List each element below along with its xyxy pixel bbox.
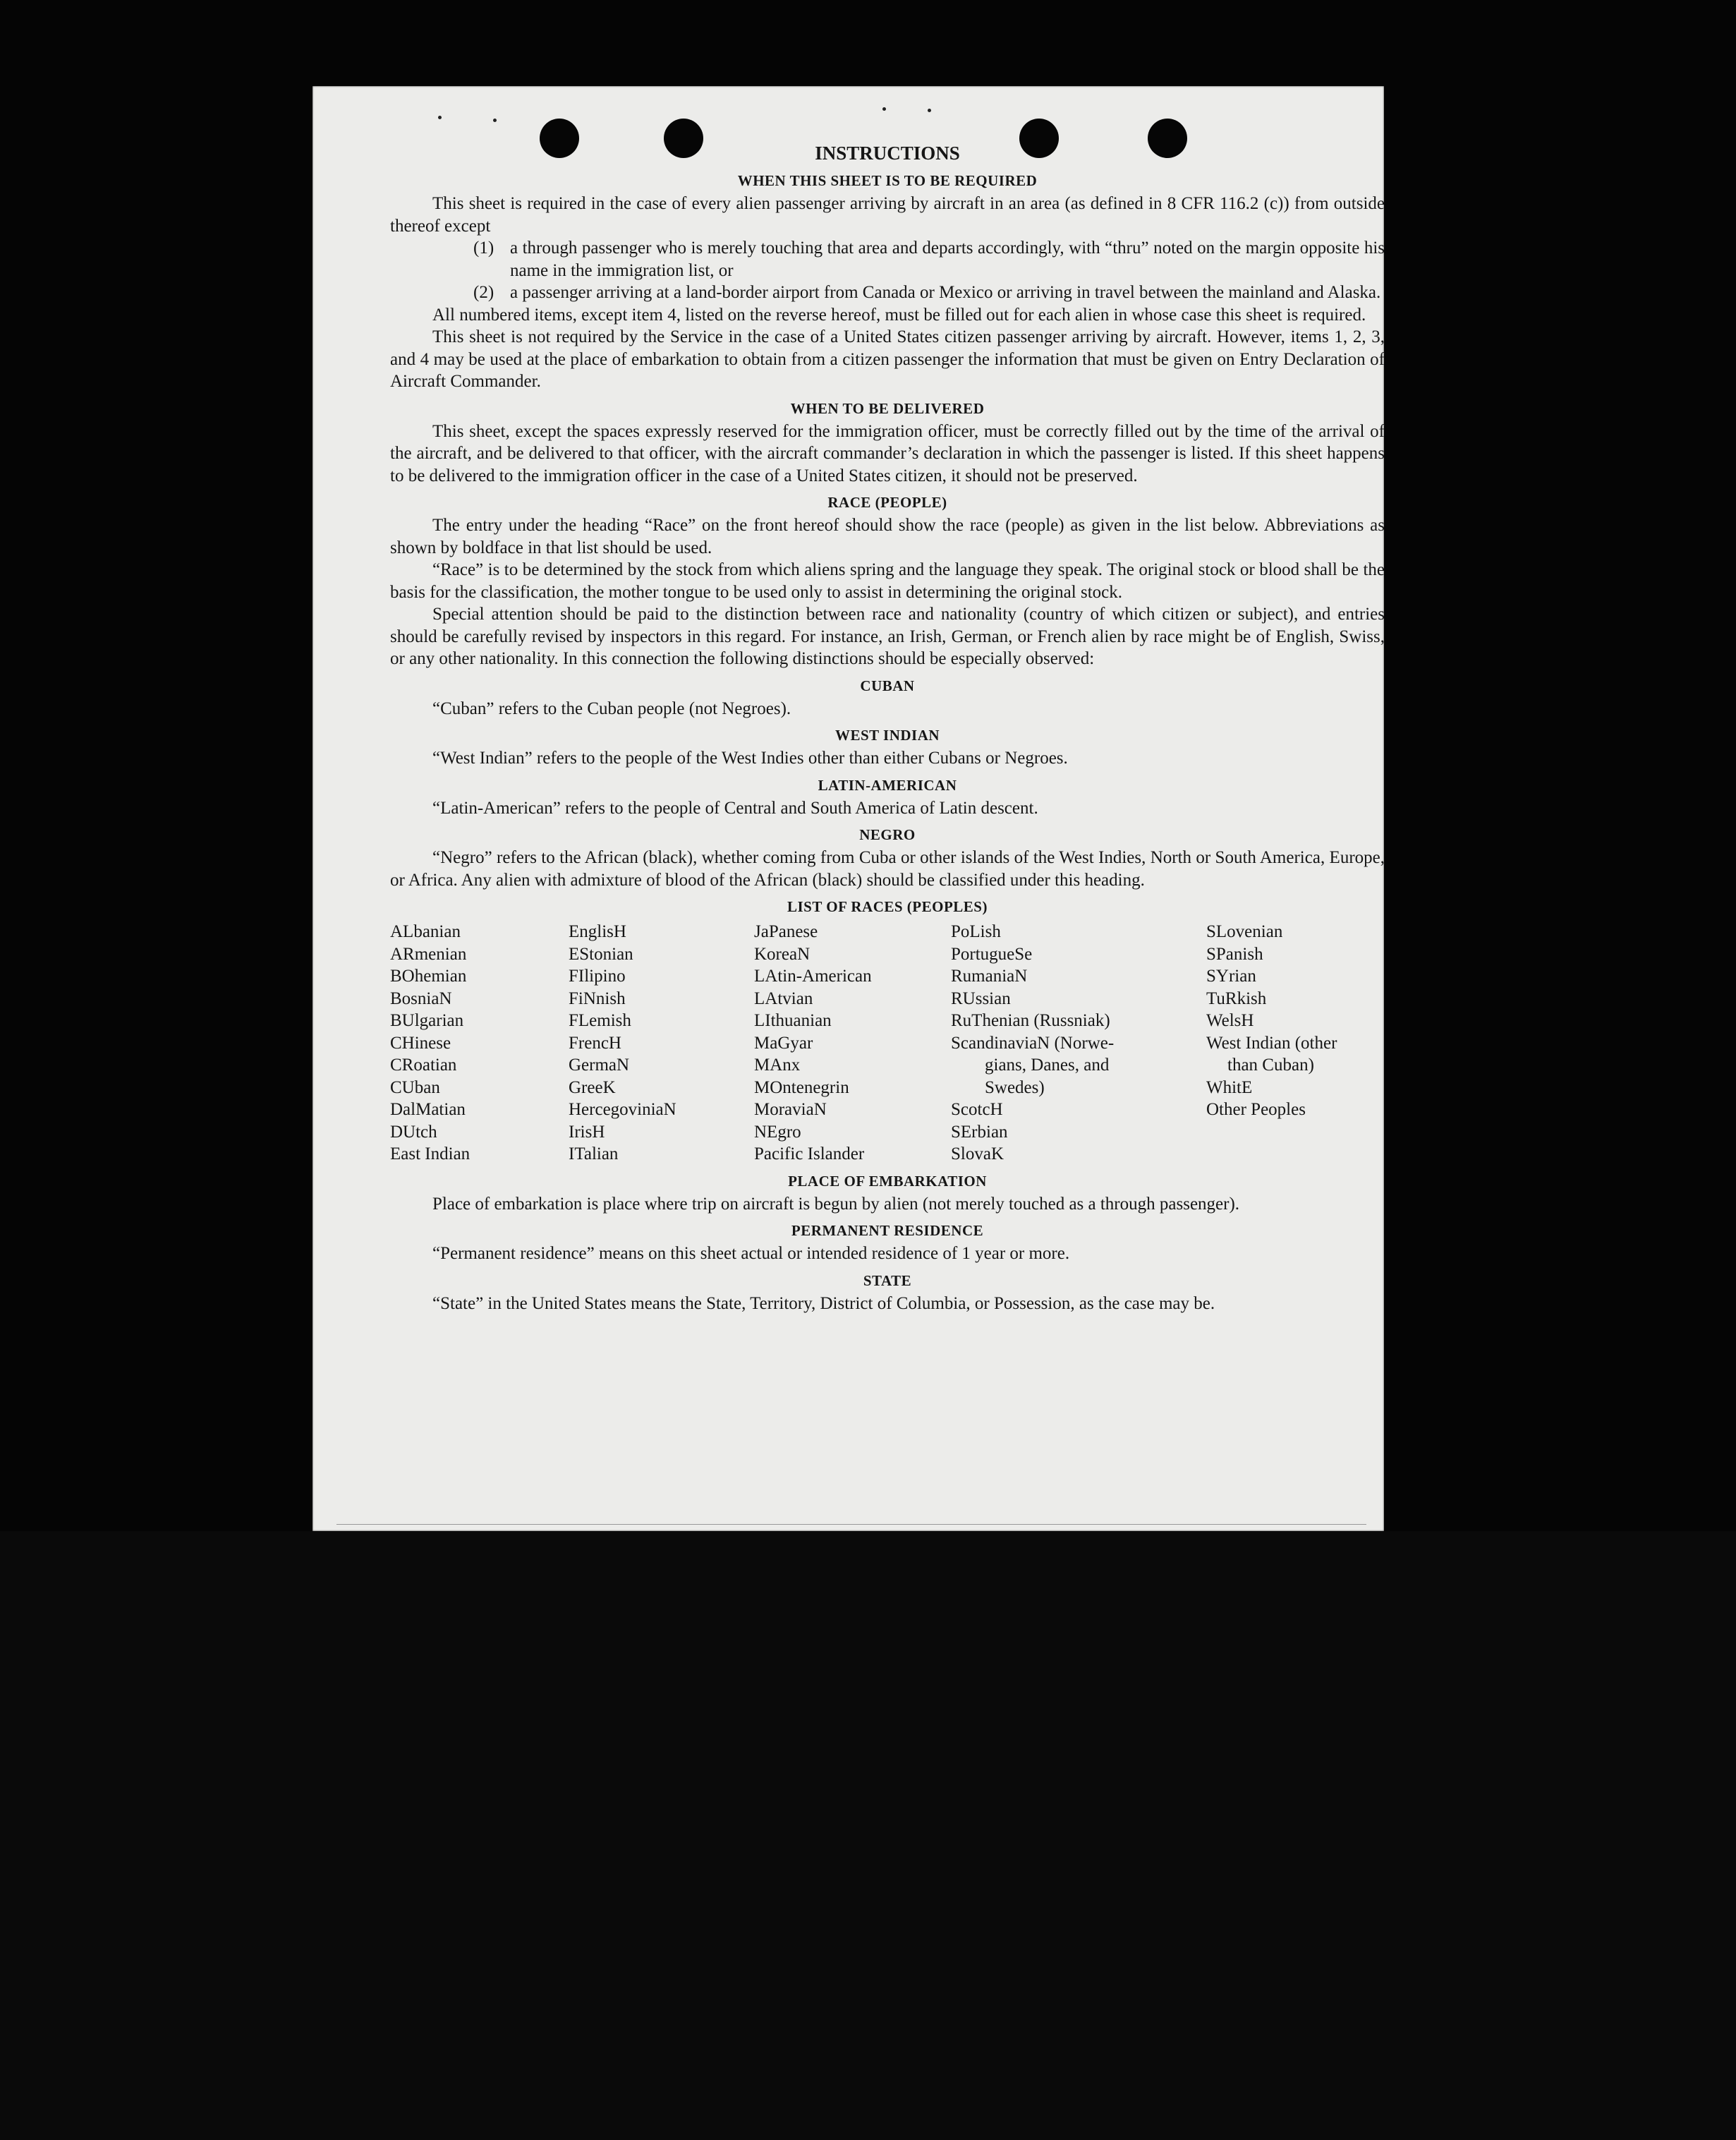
section-heading-race: RACE (PEOPLE) — [827, 494, 947, 511]
race-entry: MOntenegrin — [754, 1077, 849, 1097]
race-entry: Pacific Islander — [754, 1144, 865, 1163]
race-entry: PoLish — [951, 922, 1001, 941]
race-entry: LIthuanian — [754, 1011, 832, 1030]
race-entry: ALbanian — [390, 922, 461, 941]
race-entry: IrisH — [569, 1122, 605, 1142]
race-entry: LAtin-American — [754, 967, 872, 986]
races-column — [390, 921, 569, 1166]
paragraph: The entry under the heading “Race” on the front hereof should show the race (people) as given in the list below. Abbreviations as shown by boldface in that list should be used. — [390, 516, 1385, 557]
item-text: a through passenger who is merely touching that area and departs accordingly, with “thru” noted on the margin opposite his name in the immigration list, or — [510, 238, 1385, 280]
item-text: a passenger arriving at a land-border airport from Canada or Mexico or arriving in travel between the mainland and Alaska. — [510, 283, 1381, 302]
race-entry: LAtvian — [754, 989, 813, 1008]
race-entry: East Indian — [390, 1144, 471, 1163]
races-column — [1206, 921, 1385, 1166]
paragraph: All numbered items, except item 4, listed on the reverse hereof, must be filled out for each alien in whose case this sheet is required. — [432, 305, 1366, 325]
race-entry: CUban — [390, 1077, 440, 1097]
races-column — [951, 921, 1206, 1166]
paragraph: Place of embarkation is place where trip on aircraft is begun by alien (not merely touched as a through passenger). — [432, 1194, 1240, 1214]
race-entry: JaPanese — [754, 922, 818, 941]
race-entry: PortugueSe — [951, 944, 1033, 964]
section-heading-residence: PERMANENT RESIDENCE — [791, 1222, 984, 1239]
paragraph: “Latin-American” refers to the people of Central and South America of Latin descent. — [432, 798, 1038, 818]
race-entry: TuRkish — [1206, 989, 1267, 1008]
race-entry: West Indian (other — [1206, 1033, 1337, 1053]
race-entry: SErbian — [951, 1122, 1008, 1142]
speck — [493, 119, 497, 122]
race-entry: BUlgarian — [390, 1011, 464, 1030]
race-entry: SLovenian — [1206, 922, 1283, 941]
race-entry: FrencH — [569, 1033, 621, 1053]
race-entry: DalMatian — [390, 1100, 466, 1119]
race-entry: HercegoviniaN — [569, 1100, 676, 1119]
instructions-body — [390, 141, 1385, 1314]
section-heading-required: WHEN THIS SHEET IS TO BE REQUIRED — [737, 172, 1038, 189]
race-entry: FiNnish — [569, 989, 626, 1008]
race-entry: MAnx — [754, 1056, 801, 1075]
race-entry: GreeK — [569, 1077, 616, 1097]
section-heading-negro: NEGRO — [859, 826, 916, 843]
race-entry: CRoatian — [390, 1056, 457, 1075]
page-title: INSTRUCTIONS — [815, 143, 960, 164]
race-entry: MaGyar — [754, 1033, 813, 1053]
race-entry: gians, Danes, and — [985, 1056, 1110, 1075]
list-item — [390, 282, 1385, 304]
race-entry: WhitE — [1206, 1077, 1253, 1097]
race-entry: ARmenian — [390, 944, 467, 964]
paragraph: This sheet, except the spaces expressly reserved for the immigration officer, must be correctly filled out by the time of the arrival of the aircraft, and be delivered to that officer, with the aircraft commander’s declaration in which the passenger is listed. If this sheet happens to be delivered to the immigration officer in the case of a United States citizen, it should not be preserved. — [390, 421, 1385, 485]
document-sheet — [312, 86, 1384, 1531]
section-heading-races: LIST OF RACES (PEOPLES) — [787, 898, 988, 915]
race-entry: Swedes) — [985, 1077, 1045, 1097]
paragraph: “Negro” refers to the African (black), whether coming from Cuba or other islands of the West Indies, North or South America, Europe, or Africa. Any alien with admixture of blood of the African (black) should be classified under this heading. — [390, 848, 1385, 890]
race-entry: Other Peoples — [1206, 1100, 1306, 1119]
paragraph: This sheet is required in the case of every alien passenger arriving by aircraft in an area (as defined in 8 CFR 116.2 (c)) from outside thereof except — [390, 194, 1385, 236]
list-item — [390, 237, 1385, 282]
section-heading-delivered: WHEN TO BE DELIVERED — [790, 399, 985, 417]
speck — [928, 109, 931, 112]
races-column — [569, 921, 754, 1166]
paragraph: Special attention should be paid to the distinction between race and nationality (country of which citizen or subject), and entries should be carefully revised by inspectors in this regard. For instance, an Irish, German, or French alien by race might be of English, Swiss, or any other nationality. In this connection the following distinctions should be especially observed: — [390, 605, 1385, 668]
race-entry: ScotcH — [951, 1100, 1003, 1119]
section-heading-latin-american: LATIN-AMERICAN — [818, 776, 957, 794]
race-entry: SlovaK — [951, 1144, 1004, 1163]
races-list — [390, 921, 1385, 1166]
speck — [882, 107, 886, 111]
speck — [438, 116, 442, 119]
item-number: (2) — [473, 283, 494, 302]
race-entry: EnglisH — [569, 922, 626, 941]
race-entry: FIlipino — [569, 967, 626, 986]
race-entry: SYrian — [1206, 967, 1256, 986]
race-entry: RumaniaN — [951, 967, 1028, 986]
paragraph: “Permanent residence” means on this sheet actual or intended residence of 1 year or more. — [432, 1244, 1070, 1263]
bleed-through-line — [336, 1524, 1366, 1525]
section-heading-state: STATE — [863, 1271, 912, 1289]
race-entry: DUtch — [390, 1122, 437, 1142]
section-heading-west-indian: WEST INDIAN — [834, 727, 940, 744]
race-entry: FLemish — [569, 1011, 631, 1030]
paragraph: “Cuban” refers to the Cuban people (not Negroes). — [432, 699, 791, 718]
section-heading-cuban: CUBAN — [860, 677, 915, 694]
item-number: (1) — [473, 238, 494, 258]
race-entry: ITalian — [569, 1144, 619, 1163]
paragraph: “State” in the United States means the State, Territory, District of Columbia, or Possession, as the case may be. — [432, 1293, 1215, 1313]
paragraph: This sheet is not required by the Service in the case of a United States citizen passenger arriving by aircraft. However, items 1, 2, 3, and 4 may be used at the place of embarkation to obtain from a citizen passenger the information that must be given on Entry Declaration of Aircraft Commander. — [390, 327, 1385, 391]
race-entry: ScandinaviaN (Norwe- — [951, 1033, 1115, 1053]
race-entry: SPanish — [1206, 944, 1263, 964]
race-entry: than Cuban) — [1227, 1056, 1314, 1075]
paragraph: “Race” is to be determined by the stock from which aliens spring and the language they speak. The original stock or blood shall be the basis for the classification, the mother tongue to be used only to assist in determining the original stock. — [390, 560, 1385, 602]
races-column — [754, 921, 951, 1166]
race-entry: RUssian — [951, 989, 1011, 1008]
race-entry: BOhemian — [390, 967, 467, 986]
race-entry: MoraviaN — [754, 1100, 827, 1119]
race-entry: NEgro — [754, 1122, 801, 1142]
race-entry: BosniaN — [390, 989, 452, 1008]
race-entry: WelsH — [1206, 1011, 1254, 1030]
race-entry: RuThenian (Russniak) — [951, 1011, 1110, 1030]
section-heading-embarkation: PLACE OF EMBARKATION — [788, 1172, 987, 1190]
race-entry: KoreaN — [754, 944, 811, 964]
paragraph: “West Indian” refers to the people of the West Indies other than either Cubans or Negroes. — [432, 749, 1068, 768]
race-entry: EStonian — [569, 944, 633, 964]
scan-background — [0, 1531, 1736, 2140]
race-entry: GermaN — [569, 1056, 630, 1075]
race-entry: CHinese — [390, 1033, 451, 1053]
